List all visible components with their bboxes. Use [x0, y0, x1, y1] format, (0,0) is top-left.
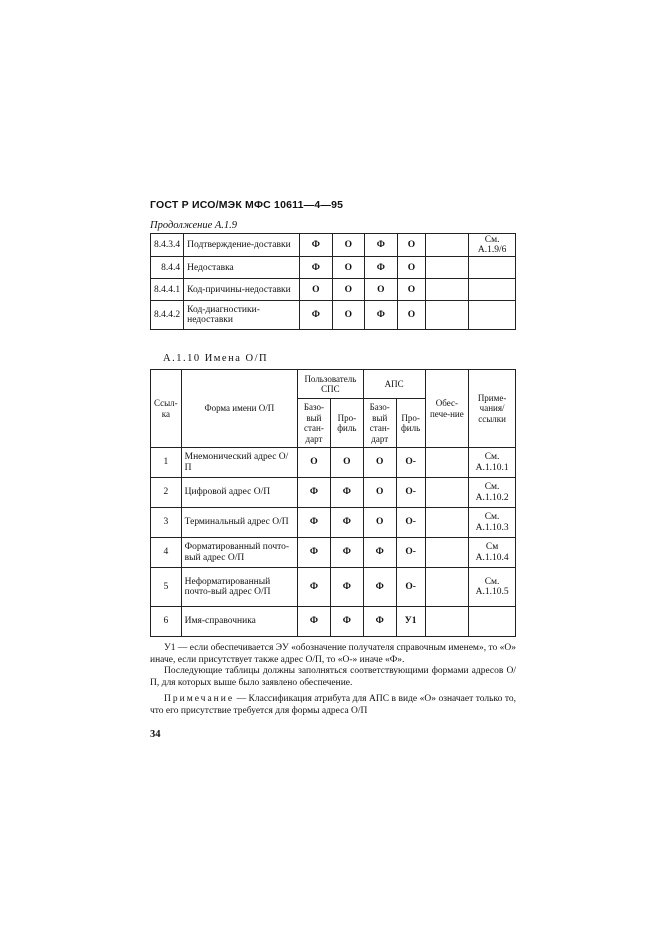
value-cell [425, 568, 469, 607]
ref-cell: 8.4.4.2 [151, 301, 184, 330]
table-names [150, 369, 516, 637]
value-cell [426, 234, 469, 257]
ref-cell: 4 [151, 538, 182, 568]
value-cell: Ф [298, 508, 331, 538]
value-cell: О [298, 448, 331, 478]
value-cell [426, 279, 469, 301]
value-cell: О [332, 234, 365, 257]
value-cell [425, 508, 469, 538]
header-user-profile: Про-филь [330, 399, 363, 448]
footnote-u1: У1 — если обеспечивается ЭУ «обозначение получателя справочным именем», то «О» иначе, если присутствует также адрес О/П, то «О-» иначе «Ф». [150, 643, 516, 665]
value-cell: У1 [396, 607, 425, 637]
value-cell: Ф [298, 478, 331, 508]
form-cell: Имя-справочника [181, 607, 297, 637]
value-cell: Ф [330, 568, 363, 607]
value-cell: Ф [365, 301, 398, 330]
value-cell [425, 478, 469, 508]
note-cell [469, 279, 516, 301]
value-cell: О- [396, 478, 425, 508]
table-row [151, 301, 516, 330]
page-number: 34 [150, 729, 161, 740]
table-row [151, 607, 516, 637]
value-cell [425, 607, 469, 637]
value-cell [426, 301, 469, 330]
value-cell: О [332, 257, 365, 279]
header-notes: Приме-чания/ссылки [469, 370, 516, 448]
value-cell: О [363, 508, 396, 538]
value-cell: О- [396, 568, 425, 607]
ref-cell: 8.4.3.4 [151, 234, 184, 257]
value-cell: О [332, 279, 365, 301]
section-title: А.1.10 Имена О/П [163, 353, 269, 364]
header-user-group: Пользователь СПС [298, 370, 364, 399]
value-cell: Ф [300, 234, 333, 257]
name-cell: Недоставка [184, 257, 300, 279]
value-cell: О [330, 448, 363, 478]
table-continuation [150, 233, 516, 330]
ref-cell: 6 [151, 607, 182, 637]
value-cell: Ф [330, 607, 363, 637]
ref-cell: 1 [151, 448, 182, 478]
value-cell: Ф [363, 568, 396, 607]
note-cell [469, 301, 516, 330]
name-cell: Подтверждение-доставки [184, 234, 300, 257]
value-cell: Ф [300, 257, 333, 279]
table-row [151, 279, 516, 301]
header-row [151, 370, 516, 399]
header-aps-group: АПС [363, 370, 425, 399]
footnote-block [150, 643, 516, 689]
form-cell: Терминальный адрес О/П [181, 508, 297, 538]
value-cell: О [332, 301, 365, 330]
form-cell: Неформатированный почто-вый адрес О/П [181, 568, 297, 607]
value-cell [425, 448, 469, 478]
note-text: — Классификация атрибута для АПС в виде «О» означает только то, что его присутствие требуется для формы адреса О/П [150, 694, 516, 716]
value-cell: О [397, 234, 426, 257]
value-cell: Ф [300, 301, 333, 330]
value-cell: О- [396, 448, 425, 478]
table-row [151, 234, 516, 257]
note-cell: См. А.1.10.5 [469, 568, 516, 607]
note-cell: См. А.1.9/6 [469, 234, 516, 257]
value-cell: О [363, 478, 396, 508]
ref-cell: 2 [151, 478, 182, 508]
note-cell [469, 607, 516, 637]
document-header: ГОСТ Р ИСО/МЭК МФС 10611—4—95 [150, 199, 344, 211]
note-cell: См А.1.10.4 [469, 538, 516, 568]
table-row [151, 448, 516, 478]
value-cell: Ф [330, 478, 363, 508]
value-cell: Ф [363, 538, 396, 568]
note-paragraph [150, 694, 516, 717]
value-cell: Ф [298, 607, 331, 637]
table-row [151, 478, 516, 508]
table-row [151, 508, 516, 538]
header-ref: Ссыл-ка [151, 370, 182, 448]
value-cell: Ф [365, 257, 398, 279]
value-cell: О [363, 448, 396, 478]
value-cell: О [365, 279, 398, 301]
note-label: Примечание [164, 694, 235, 704]
note-cell: См. А.1.10.3 [469, 508, 516, 538]
value-cell: Ф [363, 607, 396, 637]
value-cell: Ф [330, 508, 363, 538]
ref-cell: 8.4.4.1 [151, 279, 184, 301]
value-cell: О [397, 279, 426, 301]
form-cell: Цифровой адрес О/П [181, 478, 297, 508]
ref-cell: 3 [151, 508, 182, 538]
ref-cell: 5 [151, 568, 182, 607]
form-cell: Мнемонический адрес О/П [181, 448, 297, 478]
name-cell: Код-причины-недоставки [184, 279, 300, 301]
note-cell: См. А.1.10.2 [469, 478, 516, 508]
table-row [151, 568, 516, 607]
note-cell [469, 257, 516, 279]
value-cell: О [397, 257, 426, 279]
value-cell: Ф [365, 234, 398, 257]
header-form: Форма имени О/П [181, 370, 297, 448]
name-cell: Код-диагностики-недоставки [184, 301, 300, 330]
value-cell: Ф [298, 538, 331, 568]
value-cell: О [300, 279, 333, 301]
note-cell: См. А.1.10.1 [469, 448, 516, 478]
continuation-label: Продолжение А.1.9 [150, 220, 238, 231]
footnote-following: Последующие таблицы должны заполняться соответствующими формами адресов О/П, для которых выше было заявлено обеспечение. [150, 666, 516, 688]
header-aps-profile: Про-филь [396, 399, 425, 448]
value-cell: Ф [298, 568, 331, 607]
header-provision: Обес-пече-ние [425, 370, 469, 448]
table-row [151, 257, 516, 279]
value-cell [426, 257, 469, 279]
table-row [151, 538, 516, 568]
value-cell [425, 538, 469, 568]
ref-cell: 8.4.4 [151, 257, 184, 279]
value-cell: Ф [330, 538, 363, 568]
value-cell: О- [396, 508, 425, 538]
header-user-base: Базо-вый стан-дарт [298, 399, 331, 448]
header-aps-base: Базо-вый стан-дарт [363, 399, 396, 448]
value-cell: О [397, 301, 426, 330]
value-cell: О- [396, 538, 425, 568]
form-cell: Форматированный почто-вый адрес О/П [181, 538, 297, 568]
